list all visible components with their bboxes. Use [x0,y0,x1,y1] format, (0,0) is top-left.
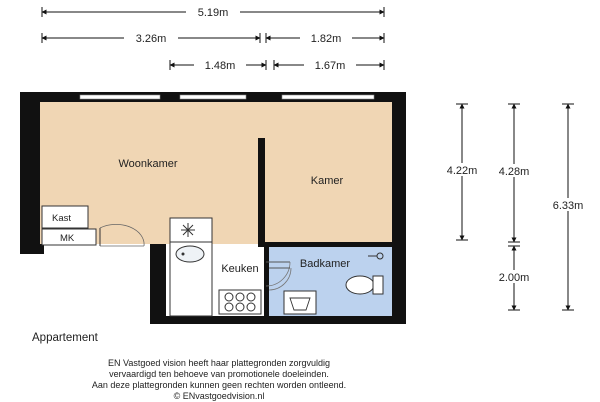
washbasin-icon [284,291,316,314]
utility-closet [42,229,96,245]
bathroom-label: Badkamer [299,258,351,270]
dimension-bath-height [488,246,540,310]
stove-icon [219,290,261,314]
dim-kitchen-width-label: 1.48m [204,60,236,72]
dimension-bedroom-height [488,104,540,242]
dim-room-height-label: 4.22m [446,165,478,177]
kitchen-label: Keuken [221,263,259,275]
closet-label: Kast [52,213,72,224]
dim-total-width-label: 5.19m [197,7,229,19]
toilet-icon [346,276,383,294]
dimension-total-height [542,104,594,310]
dim-total-height-label: 6.33m [552,200,584,212]
dimension-kitchen-width [170,58,266,72]
dim-bedroom-height-label: 4.28m [498,166,530,178]
plan-caption: Appartement [32,332,98,344]
dimension-total-width [42,5,384,19]
utility-label: MK [60,233,75,244]
dimension-width-left [42,31,260,45]
dimension-room-height [436,104,488,240]
dim-width-right-label: 1.82m [310,33,342,45]
disclaimer [0,358,438,402]
living-room-label: Woonkamer [118,158,178,170]
windows [80,95,374,99]
closet [42,206,88,228]
disclaimer-line-4: © ENvastgoedvision.nl [173,391,265,401]
disclaimer-line-2: vervaardigd ten behoeve van promotionele doeleinden. [109,369,329,379]
disclaimer-line-1: EN Vastgoed vision heeft haar plattegronden zorgvuldig [108,358,330,368]
extractor-fan-icon [181,223,195,237]
dim-width-left-label: 3.26m [135,33,167,45]
kitchen-sink-icon [176,246,204,262]
dimension-width-right [266,31,384,45]
dim-bath-width-label: 1.67m [314,60,346,72]
dim-bath-height-label: 2.00m [498,272,530,284]
bedroom-label: Kamer [310,175,344,187]
living-room-floor [40,102,406,244]
disclaimer-line-3: Aan deze plattegronden kunnen geen rechten worden ontleend. [91,380,347,390]
dimension-bath-width [274,58,384,72]
